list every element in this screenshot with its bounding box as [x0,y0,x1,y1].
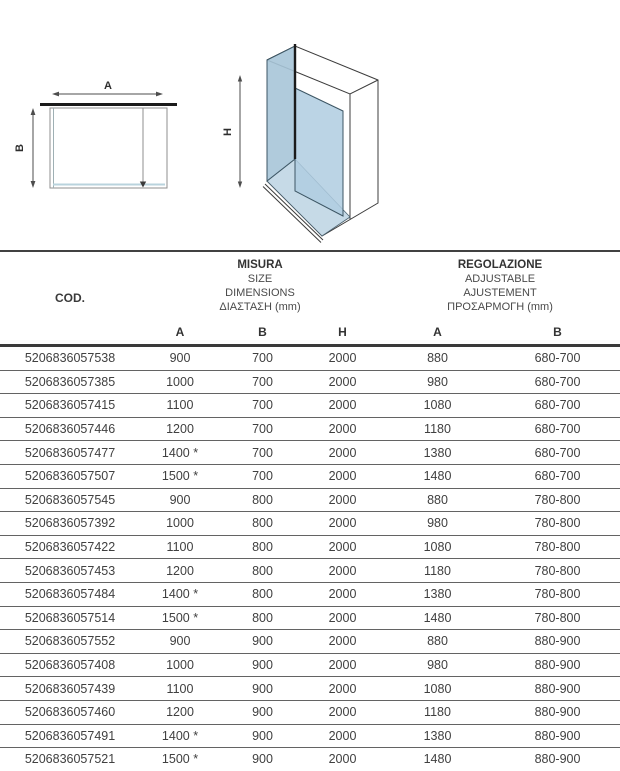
value-cell: 1180 [380,700,495,724]
value-cell: 700 [220,370,305,394]
value-cell: 880-900 [495,677,620,701]
table-row [0,535,620,559]
wall-profile-bar [40,103,177,106]
value-cell: 1380 [380,724,495,748]
value-cell: 2000 [305,630,380,654]
value-cell: 780-800 [495,512,620,536]
value-cell: 700 [220,394,305,418]
value-cell: 980 [380,512,495,536]
table-row [0,370,620,394]
value-cell: 2000 [305,748,380,771]
adjust-group-line4: ΠΡΟΣΑΡΜΟΓΗ (mm) [447,301,553,313]
value-cell: 1000 [140,512,220,536]
table-row [0,512,620,536]
value-cell: 800 [220,512,305,536]
dim-label-b: B [14,144,26,152]
product-code-cell: 5206836057385 [0,370,140,394]
size-group-line3: DIMENSIONS [225,287,295,299]
value-cell: 800 [220,488,305,512]
product-code-cell: 5206836057484 [0,582,140,606]
value-cell: 1180 [380,417,495,441]
value-cell: 900 [220,653,305,677]
value-cell: 2000 [305,535,380,559]
value-cell: 680-700 [495,370,620,394]
value-cell: 1500 * [140,606,220,630]
value-cell: 1080 [380,677,495,701]
value-cell: 2000 [305,559,380,583]
table-row [0,559,620,583]
value-cell: 880 [380,630,495,654]
subcolumn-size-b: B [258,325,267,339]
value-cell: 2000 [305,677,380,701]
side-glass-panel [267,46,295,181]
table-row [0,582,620,606]
subcolumn-adjust-b: B [553,325,562,339]
table-row [0,677,620,701]
support-bar-line [140,108,146,188]
size-group-title: MISURA [237,259,283,271]
value-cell: 700 [220,441,305,465]
table-row [0,346,620,371]
value-cell: 2000 [305,394,380,418]
value-cell: 1480 [380,748,495,771]
value-cell: 780-800 [495,582,620,606]
value-cell: 1100 [140,535,220,559]
product-code-cell: 5206836057422 [0,535,140,559]
size-group-line4: ΔΙΑΣΤΑΣΗ (mm) [219,301,301,313]
value-cell: 1100 [140,677,220,701]
subcolumn-size-h: H [338,325,347,339]
value-cell: 880-900 [495,653,620,677]
value-cell: 2000 [305,512,380,536]
value-cell: 1080 [380,535,495,559]
value-cell: 880-900 [495,748,620,771]
value-cell: 1080 [380,394,495,418]
diagram-area [0,0,620,250]
subcolumn-adjust-a: A [433,325,442,339]
adjust-group-line3: AJUSTEMENT [463,287,537,299]
value-cell: 780-800 [495,559,620,583]
value-cell: 1200 [140,559,220,583]
subcolumn-size-a: A [175,325,185,339]
value-cell: 2000 [305,606,380,630]
dim-label-a: A [104,80,112,92]
value-cell: 2000 [305,724,380,748]
value-cell: 900 [140,630,220,654]
value-cell: 1200 [140,700,220,724]
product-code-cell: 5206836057545 [0,488,140,512]
tray-outline [50,108,167,188]
table-row [0,724,620,748]
plan-view-diagram [15,78,195,200]
value-cell: 1380 [380,441,495,465]
product-code-cell: 5206836057507 [0,464,140,488]
value-cell: 1380 [380,582,495,606]
value-cell: 880 [380,488,495,512]
value-cell: 1400 * [140,441,220,465]
value-cell: 2000 [305,464,380,488]
value-cell: 1000 [140,370,220,394]
value-cell: 900 [140,346,220,371]
dim-arrow-b [31,108,36,188]
value-cell: 800 [220,535,305,559]
value-cell: 1500 * [140,464,220,488]
value-cell: 780-800 [495,606,620,630]
table-row [0,394,620,418]
value-cell: 780-800 [495,488,620,512]
value-cell: 800 [220,559,305,583]
value-cell: 780-800 [495,535,620,559]
value-cell: 880-900 [495,724,620,748]
value-cell: 700 [220,417,305,441]
product-code-cell: 5206836057446 [0,417,140,441]
value-cell: 880-900 [495,630,620,654]
product-code-cell: 5206836057453 [0,559,140,583]
value-cell: 900 [220,748,305,771]
table-row [0,653,620,677]
cod-column-header: COD. [55,291,85,305]
product-code-cell: 5206836057538 [0,346,140,371]
product-code-cell: 5206836057415 [0,394,140,418]
iso-view-diagram [222,28,385,244]
value-cell: 1480 [380,464,495,488]
value-cell: 1100 [140,394,220,418]
value-cell: 1180 [380,559,495,583]
product-code-cell: 5206836057460 [0,700,140,724]
table-row [0,630,620,654]
product-code-cell: 5206836057392 [0,512,140,536]
value-cell: 900 [220,630,305,654]
table-row [0,748,620,771]
size-group-header [140,251,380,320]
value-cell: 2000 [305,370,380,394]
value-cell: 1500 * [140,748,220,771]
table-row [0,488,620,512]
spec-table [0,250,620,771]
product-code-cell: 5206836057477 [0,441,140,465]
value-cell: 2000 [305,653,380,677]
value-cell: 800 [220,582,305,606]
value-cell: 2000 [305,417,380,441]
value-cell: 900 [140,488,220,512]
value-cell: 680-700 [495,441,620,465]
product-code-cell: 5206836057552 [0,630,140,654]
dim-arrow-h [238,75,242,188]
table-row [0,700,620,724]
value-cell: 880-900 [495,700,620,724]
value-cell: 900 [220,724,305,748]
value-cell: 2000 [305,441,380,465]
spec-table-body [0,346,620,771]
dim-arrow-a [52,92,163,97]
value-cell: 980 [380,370,495,394]
product-code-cell: 5206836057439 [0,677,140,701]
value-cell: 880 [380,346,495,371]
adjust-group-header [380,251,620,320]
value-cell: 2000 [305,582,380,606]
value-cell: 1480 [380,606,495,630]
value-cell: 2000 [305,700,380,724]
value-cell: 680-700 [495,394,620,418]
value-cell: 1000 [140,653,220,677]
value-cell: 700 [220,346,305,371]
value-cell: 1400 * [140,582,220,606]
value-cell: 800 [220,606,305,630]
product-code-cell: 5206836057491 [0,724,140,748]
value-cell: 680-700 [495,346,620,371]
product-code-cell: 5206836057514 [0,606,140,630]
value-cell: 2000 [305,346,380,371]
table-row [0,441,620,465]
value-cell: 1400 * [140,724,220,748]
value-cell: 980 [380,653,495,677]
adjust-group-title: REGOLAZIONE [457,259,543,271]
product-code-cell: 5206836057521 [0,748,140,771]
value-cell: 900 [220,677,305,701]
table-row [0,464,620,488]
value-cell: 2000 [305,488,380,512]
size-group-line2: SIZE [247,273,273,285]
value-cell: 700 [220,464,305,488]
dim-label-h: H [222,128,234,136]
value-cell: 900 [220,700,305,724]
adjust-group-line2: ADJUSTABLE [464,273,536,285]
table-row [0,606,620,630]
value-cell: 1200 [140,417,220,441]
product-code-cell: 5206836057408 [0,653,140,677]
spec-table-header [0,251,620,346]
value-cell: 680-700 [495,464,620,488]
table-row [0,417,620,441]
value-cell: 680-700 [495,417,620,441]
